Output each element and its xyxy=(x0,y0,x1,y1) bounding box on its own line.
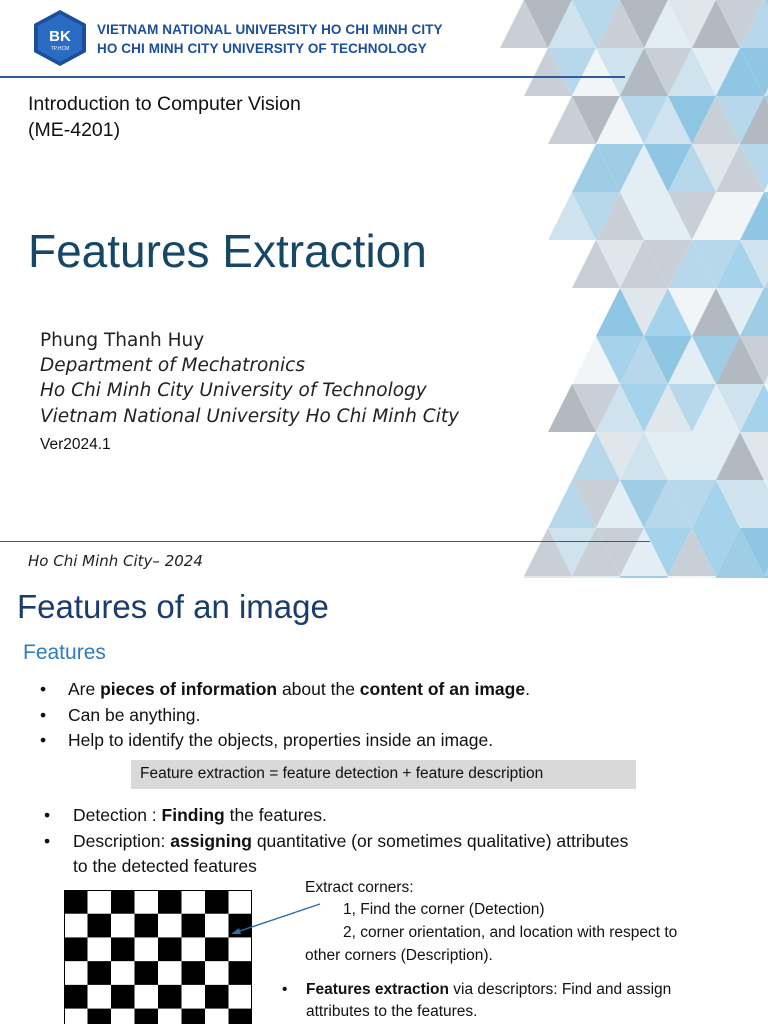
bullet-icon: • xyxy=(40,705,47,725)
checkerboard-square xyxy=(205,890,229,914)
checkerboard-square xyxy=(64,937,88,961)
pattern-triangle xyxy=(668,576,716,578)
extract-title: Extract corners: xyxy=(305,879,414,896)
bullet-icon: • xyxy=(282,981,288,998)
logo-subtext: TP.HCM xyxy=(50,46,70,52)
checkerboard-square xyxy=(158,937,182,961)
checkerboard-square xyxy=(205,985,229,1009)
checkerboard-square xyxy=(135,914,159,938)
checkerboard-square xyxy=(182,961,206,985)
bullet-icon: • xyxy=(40,679,47,699)
checkerboard-square xyxy=(64,890,88,914)
checkerboard-square xyxy=(182,1009,206,1024)
extract-step2: 2, corner orientation, and location with respect to xyxy=(343,924,678,941)
pattern-triangle xyxy=(716,576,764,578)
university-name-line2: HO CHI MINH CITY UNIVERSITY OF TECHNOLOGY xyxy=(97,41,427,56)
detail-bullet-continuation: to the detected features xyxy=(73,856,257,876)
checkerboard-square xyxy=(88,914,112,938)
author-name: Phung Thanh Huy xyxy=(40,330,205,351)
bullet-icon: • xyxy=(44,831,51,851)
header-rule xyxy=(0,76,625,78)
checkerboard-square xyxy=(135,961,159,985)
formula-text: Feature extraction = feature detection + feature description xyxy=(140,765,544,782)
university-logo xyxy=(31,9,89,67)
checkerboard-square xyxy=(111,937,135,961)
checkerboard-square xyxy=(158,890,182,914)
university-name-line1: VIETNAM NATIONAL UNIVERSITY HO CHI MINH CITY xyxy=(97,22,443,37)
checkerboard-square xyxy=(88,961,112,985)
version-label: Ver2024.1 xyxy=(40,436,111,453)
course-code: (ME-4201) xyxy=(28,119,121,141)
checkerboard-square xyxy=(229,961,253,985)
checkerboard-square xyxy=(64,985,88,1009)
course-name: Introduction to Computer Vision xyxy=(28,93,301,115)
author-institution: Ho Chi Minh City University of Technology xyxy=(40,380,427,401)
arrow-icon xyxy=(228,900,328,940)
subsection-heading: Features xyxy=(23,641,106,664)
pattern-triangle xyxy=(524,576,572,578)
section-heading: Features of an image xyxy=(17,588,329,625)
checkerboard-square xyxy=(229,1009,253,1024)
author-department: Department of Mechatronics xyxy=(40,355,305,376)
triangle-pattern-decoration xyxy=(500,0,768,578)
extract-step2-continuation: other corners (Description). xyxy=(305,947,493,964)
checkerboard-image xyxy=(64,890,252,1024)
formula-box xyxy=(131,760,636,789)
features-extraction-continuation: attributes to the features. xyxy=(306,1003,478,1020)
checkerboard-square xyxy=(88,1009,112,1024)
place-year: Ho Chi Minh City– 2024 xyxy=(28,552,203,570)
checkerboard-square xyxy=(158,985,182,1009)
bullet-icon: • xyxy=(40,730,47,750)
extract-step1: 1, Find the corner (Detection) xyxy=(343,901,545,918)
footer-rule xyxy=(0,541,650,542)
checkerboard-square xyxy=(111,890,135,914)
checkerboard-square xyxy=(182,914,206,938)
bullet-icon: • xyxy=(44,805,51,825)
author-university: Vietnam National University Ho Chi Minh City xyxy=(40,406,460,427)
pattern-triangle xyxy=(572,576,620,578)
slide-title: Features Extraction xyxy=(28,225,427,277)
checkerboard-square xyxy=(111,985,135,1009)
logo-text: BK xyxy=(49,28,71,45)
checkerboard-square xyxy=(135,1009,159,1024)
pattern-triangle xyxy=(620,576,668,578)
checkerboard-square xyxy=(205,937,229,961)
